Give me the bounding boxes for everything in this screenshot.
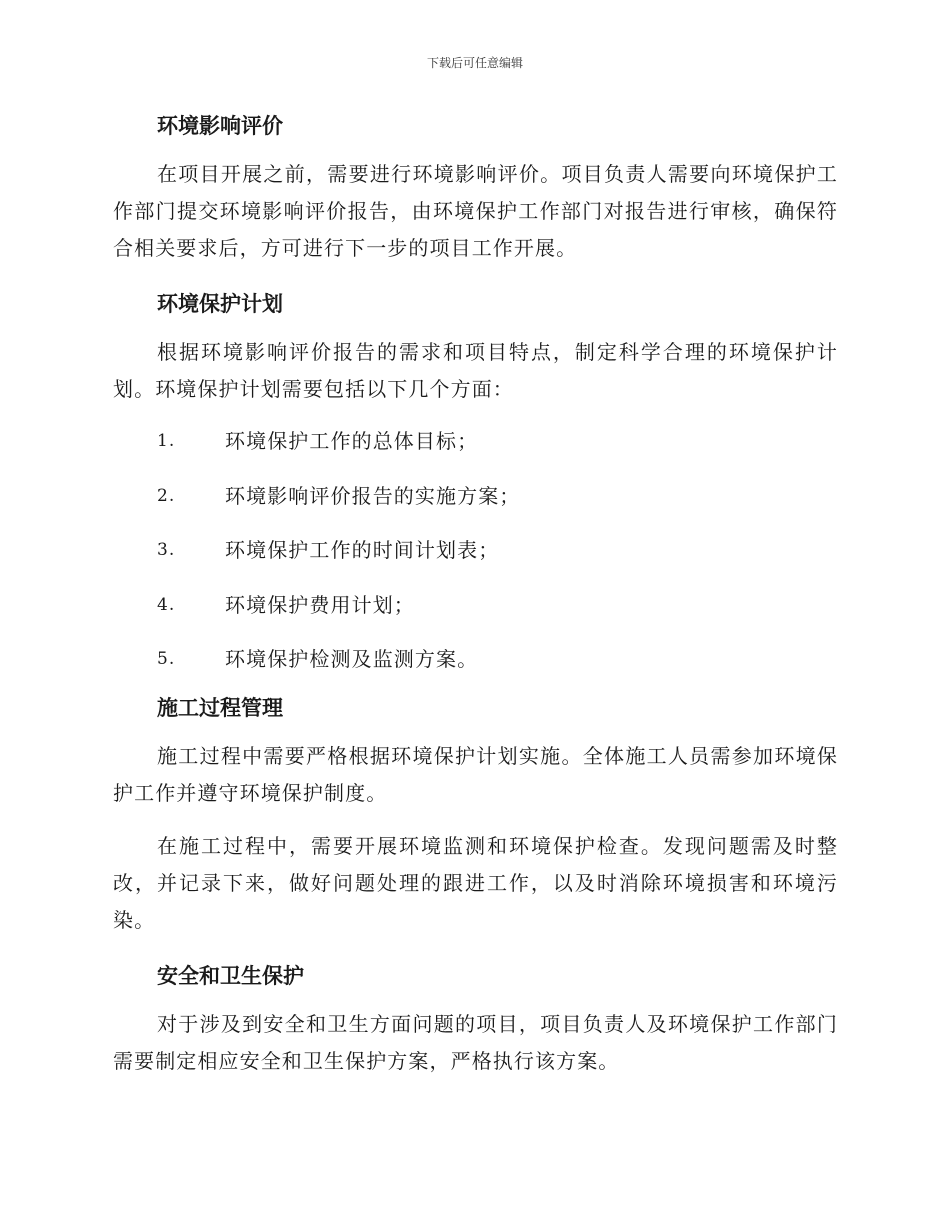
section-heading: 施工过程管理 xyxy=(157,694,283,720)
document-body xyxy=(113,105,838,1080)
list-text: 环境保护检测及监测方案。 xyxy=(225,647,479,671)
section-safety-hygiene xyxy=(113,955,838,1080)
list-item xyxy=(113,523,838,578)
list-number: 4. xyxy=(157,594,176,615)
paragraph: 对于涉及到安全和卫生方面问题的项目，项目负责人及环境保护工作部门需要制定相应安全和卫生保护方案，严格执行该方案。 xyxy=(113,1011,838,1073)
paragraph: 根据环境影响评价报告的需求和项目特点，制定科学合理的环境保护计划。环境保护计划需要包括以下几个方面： xyxy=(113,340,838,401)
list-number: 2. xyxy=(157,485,176,506)
list-text: 环境影响评价报告的实施方案； xyxy=(225,483,521,508)
section-heading: 安全和卫生保护 xyxy=(157,962,304,988)
list-number: 3. xyxy=(157,540,176,560)
paragraph: 在项目开展之前，需要进行环境影响评价。项目负责人需要向环境保护工作部门提交环境影响评价报告，由环境保护工作部门对报告进行审核，确保符合相关要求后，方可进行下一步的项目工作开展。 xyxy=(113,162,838,260)
list-item xyxy=(113,578,838,633)
list-item xyxy=(113,632,838,687)
list-text: 环境保护费用计划； xyxy=(225,592,415,617)
section-construction-management xyxy=(113,687,838,939)
plan-list xyxy=(113,414,838,687)
list-item xyxy=(113,469,838,524)
paragraph: 在施工过程中，需要开展环境监测和环境保护检查。发现问题需及时整改，并记录下来，做好问题处理的跟进工作，以及时消除环境损害和环境污染。 xyxy=(113,833,838,932)
section-heading: 环境保护计划 xyxy=(157,291,283,316)
list-item xyxy=(113,414,838,469)
section-heading: 环境影响评价 xyxy=(157,113,283,138)
page-header: 下载后可任意编辑 xyxy=(426,56,523,70)
list-text: 环境保护工作的时间计划表； xyxy=(225,538,500,562)
paragraph: 施工过程中需要严格根据环境保护计划实施。全体施工人员需参加环境保护工作并遵守环境保护制度。 xyxy=(113,743,838,805)
section-protection-plan xyxy=(113,283,838,687)
list-number: 1. xyxy=(157,431,176,451)
list-text: 环境保护工作的总体目标； xyxy=(225,429,479,453)
section-environmental-impact xyxy=(113,105,838,267)
list-number: 5. xyxy=(157,649,176,669)
